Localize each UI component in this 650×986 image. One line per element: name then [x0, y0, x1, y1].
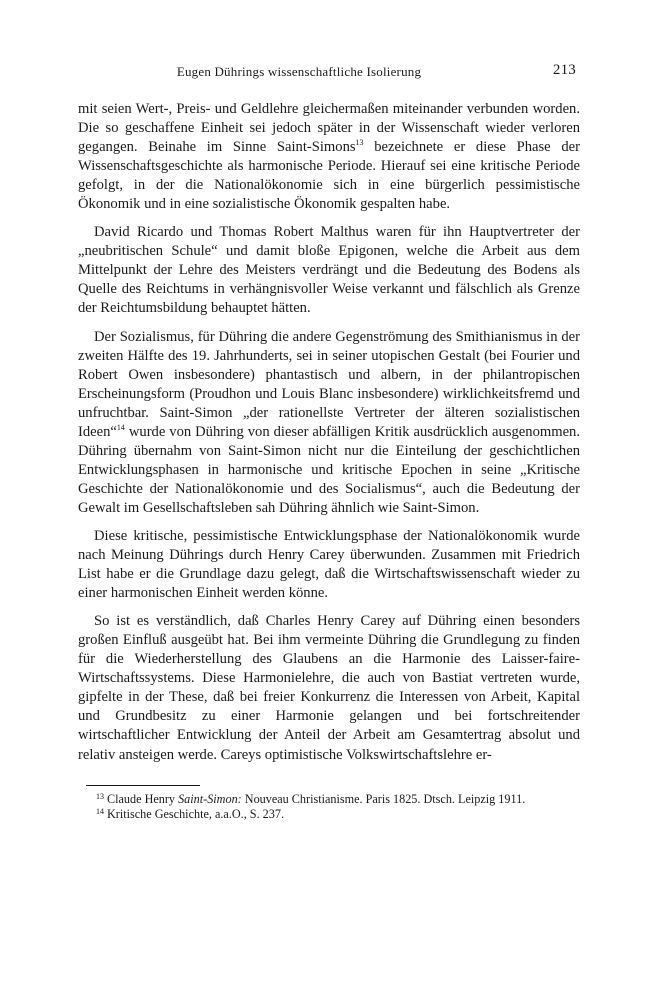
running-title: Eugen Dührings wissenschaftliche Isolierung: [176, 64, 422, 79]
paragraph-1-text-a: mit seien Wert-, Preis- und Geldlehre gleichermaßen miteinander verbunden worden. Die so geschaffene Einheit sei jedoch später in der Wissenschaft wieder verloren gegangen. Beinahe im Sinne Saint-Simons: [78, 101, 580, 156]
footnote-divider: [86, 785, 200, 786]
running-header: [78, 62, 580, 86]
footnote-13-mark: 13: [96, 791, 104, 801]
paragraph-1: [78, 100, 580, 214]
paragraph-3: [78, 328, 580, 518]
footnote-ref-13[interactable]: 13: [355, 138, 364, 148]
page-number: 213: [552, 62, 576, 78]
footnote-13-text-before: Claude Henry: [107, 791, 179, 806]
footnote-14-text: Kritische Geschichte, a.a.O., S. 237.: [107, 806, 285, 821]
paragraph-2: David Ricardo und Thomas Robert Malthus waren für ihn Hauptvertreter der „neubritischen Schule“ und damit bloße Epigonen, welche die Arbeit aus dem Mittelpunkt der Lehre des Meisters verdrängt und die Bedeutung des Bodens als Quelle des Reichtums in verhängnisvoller Weise verkannt und fälschlich als Grenze der Reichtumsbildung behauptet hätten.: [78, 224, 580, 317]
body-text: [78, 100, 580, 765]
paragraph-1-text-b: bezeichnete er diese Phase der Wissenschaftsgeschichte als harmonische Periode. Hierauf sei eine kritische Periode gefolgt, in der die Nationalökonomie sich in eine bürgerlich pessimistische Ökonomik und in eine sozialistische Ökonomik gespalten habe.: [78, 139, 580, 213]
footnote-14-mark: 14: [96, 806, 104, 816]
footnotes: [78, 792, 580, 822]
footnote-14: [78, 807, 580, 822]
paragraph-3-text-a: Der Sozialismus, für Dühring die andere Gegenströmung des Smithianismus in der zweiten Hälfte des 19. Jahrhunderts, sei in seiner utopischen Gestalt (bei Fourier und Robert Owen insbesondere) phantastisch und albern, in der philantropischen Erscheinungsform (Proudhon und Louis Blanc insbesondere) wirklichkeitsfremd und unfruchtbar. Saint-Simon „der rationellste Vertreter der älteren sozialistischen Ideen“: [78, 328, 580, 440]
paragraph-4: Diese kritische, pessimistische Entwicklungsphase der Nationalökonomik wurde nach Meinung Dührings durch Henry Carey überwunden. Zusammen mit Friedrich List habe er die Grundlage dazu gelegt, daß die Wirtschaftswissenschaft wieder zu einer harmonischen Einheit werden könne.: [78, 527, 580, 602]
footnote-13-text-after: Nouveau Christianisme. Paris 1825. Dtsch. Leipzig 1911.: [241, 791, 526, 806]
footnote-13-author: Saint-Simon:: [178, 791, 242, 806]
footnote-ref-14[interactable]: 14: [116, 422, 125, 432]
footnote-13: [78, 792, 580, 807]
book-page: [78, 62, 580, 822]
paragraph-3-text-b: wurde von Dühring von dieser abfälligen Kritik ausdrücklich ausgenommen. Dühring übernahm von Saint-Simon nicht nur die Einteilung der geschichtlichen Entwicklungsphasen in harmonische und kritische Epochen in seine „Kritische Geschichte der Nationalökonomie und des Socialismus“, auch die Bedeutung der Gewalt im Gesellschaftsleben sah Dühring ähnlich wie Saint-Simon.: [78, 423, 580, 516]
paragraph-5: So ist es verständlich, daß Charles Henry Carey auf Dühring einen besonders großen Einfluß ausgeübt hat. Bei ihm vermeinte Dühring die Grundlegung zu finden für die Wiederherstellung des Glaubens an die Harmonie des Laisser-faire-Wirtschaftssystems. Diese Harmonielehre, die auch von Bastiat vertreten wurde, gipfelte in der These, daß bei freier Konkurrenz die Interessen von Arbeit, Kapital und Grundbesitz zu einer Harmonie gelangen und bei fortschreitender wirtschaftlicher Entwicklung der Anteil der Arbeit am Gesamtertrag absolut und relativ ansteigen werde. Careys optimistische Volkswirtschaftslehre er-: [78, 613, 580, 763]
